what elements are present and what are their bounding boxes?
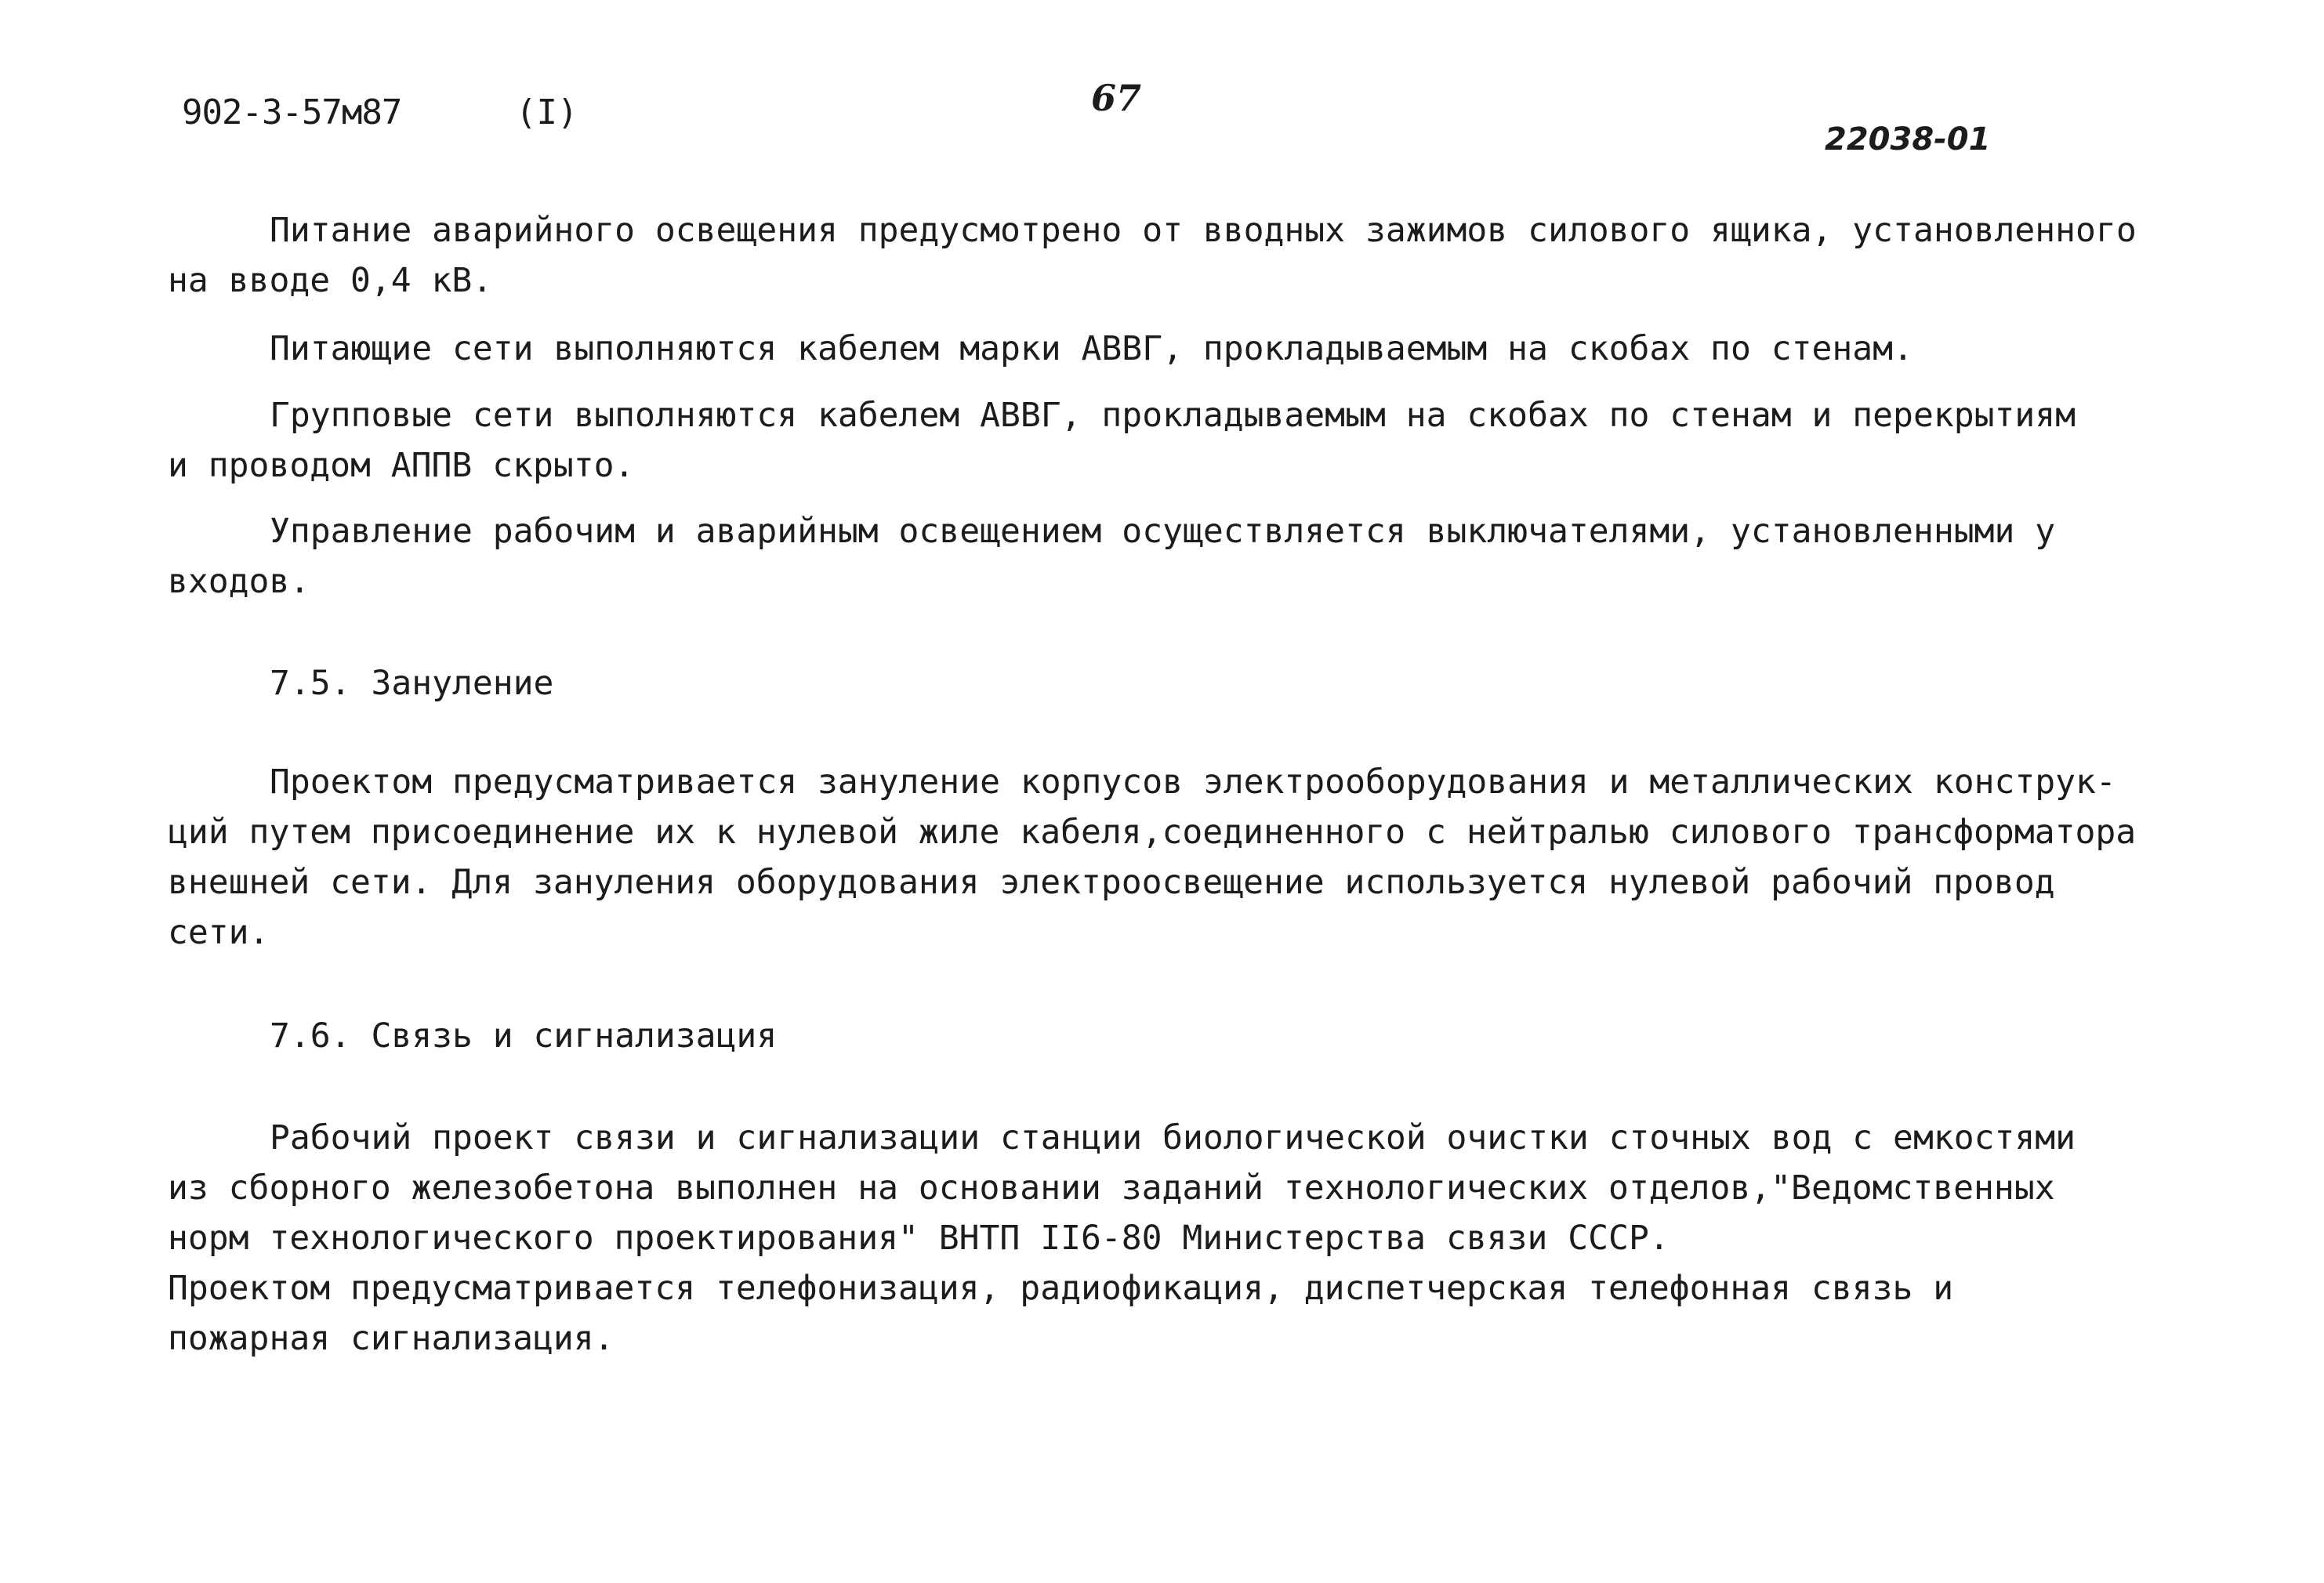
text-line: Питание аварийного освещения предусмотрено от вводных зажимов силового ящика, установленного [270, 211, 2137, 250]
text-line: пожарная сигнализация. [168, 1319, 615, 1358]
text-line: норм технологического проектирования" ВНТП II6-80 Министерства связи СССР. [168, 1219, 1670, 1258]
text-line: входов. [168, 562, 310, 601]
paragraph-emergency-lighting-power [168, 205, 2174, 306]
sheet-marker: (I) [516, 92, 578, 132]
section-heading-communications: 7.6. Связь и сигнализация [270, 1016, 778, 1056]
text-line: Рабочий проект связи и сигнализации станции биологической очистки сточных вод с емкостями [270, 1118, 2076, 1157]
text-line: из сборного железобетона выполнен на основании заданий технологических отделов,"Ведомственных [168, 1168, 2055, 1208]
archive-number: 22038-01 [1825, 121, 1991, 158]
text-line: внешней сети. Для зануления оборудования электроосвещение используется нулевой рабочий провод [168, 863, 2055, 902]
text-line: Проектом предусматривается телефонизация, радиофикация, диспетчерская телефонная связь и [168, 1269, 1954, 1308]
paragraph-grounding [168, 757, 2174, 958]
paragraph-lighting-control [168, 506, 2174, 607]
section-heading-grounding: 7.5. Зануление [270, 664, 554, 703]
paragraph-supply-networks [168, 324, 2174, 374]
document-code: 902-3-57м87 [182, 92, 402, 132]
page-number: 67 [1091, 77, 1142, 119]
paragraph-communications-project [168, 1113, 2174, 1263]
text-line: Групповые сети выполняются кабелем АВВГ, прокладываемым на скобах по стенам и перекрытиям [270, 396, 2076, 435]
text-line: Питающие сети выполняются кабелем марки АВВГ, прокладываемым на скобах по стенам. [270, 329, 1913, 368]
text-line: Проектом предусматривается зануление корпусов электрооборудования и металлических конструк- [270, 763, 2116, 802]
paragraph-telephony [168, 1263, 2174, 1364]
text-line: ций путем присоединение их к нулевой жиле кабеля,соединенного с нейтралью силового трансформатора [168, 813, 2137, 852]
paragraph-group-networks [168, 390, 2174, 491]
text-line: сети. [168, 913, 270, 952]
text-line: и проводом АППВ скрыто. [168, 446, 635, 485]
text-line: на вводе 0,4 кВ. [168, 261, 493, 300]
text-line: Управление рабочим и аварийным освещением осуществляется выключателями, установленными у [270, 512, 2056, 551]
